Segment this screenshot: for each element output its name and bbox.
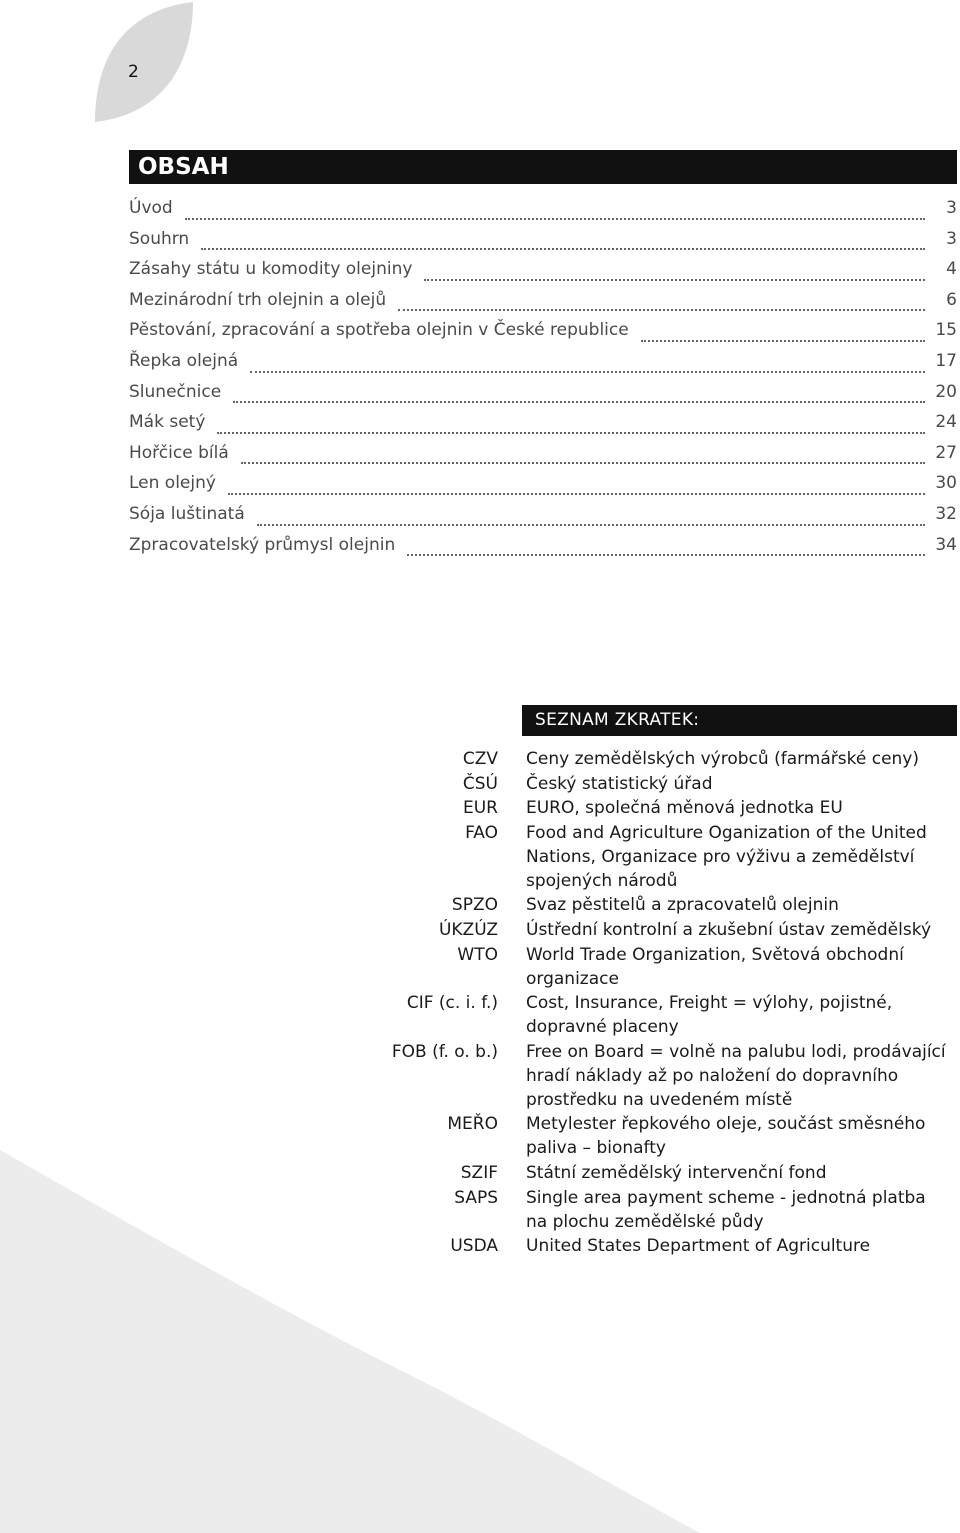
abbreviation-definition: Český statistický úřad <box>526 773 713 794</box>
toc-dot-leader <box>217 431 925 434</box>
abbreviation-row <box>300 1112 960 1160</box>
toc-entry-title: Mezinárodní trh olejnin a olejů <box>129 289 387 310</box>
toc-dot-leader <box>398 308 925 311</box>
toc-dot-leader <box>185 217 925 220</box>
abbreviation-code: CZV <box>462 749 498 769</box>
toc-entry-page: 3 <box>946 198 957 218</box>
toc-entry[interactable] <box>129 320 957 351</box>
toc-dot-leader <box>250 370 925 373</box>
toc-entry-title: Zpracovatelský průmysl olejnin <box>129 534 396 555</box>
abbreviation-row <box>300 821 960 893</box>
toc-entry-page: 17 <box>935 350 957 371</box>
toc-entry[interactable] <box>129 259 957 290</box>
toc-dot-leader <box>233 400 925 403</box>
abbreviation-code: FAO <box>465 822 498 843</box>
abbreviation-row <box>300 1040 960 1112</box>
toc-entry-title: Sója luštinatá <box>129 503 245 524</box>
abbreviation-code: WTO <box>457 944 498 965</box>
abbreviation-definition: Svaz pěstitelů a zpracovatelů olejnin <box>526 895 839 916</box>
abbreviation-definition: Státní zemědělský intervenční fond <box>526 1162 827 1183</box>
abbreviation-row <box>300 1186 960 1234</box>
abbreviation-row <box>300 772 960 796</box>
toc-entry-page: 34 <box>935 534 957 555</box>
page-number: 2 <box>128 62 139 82</box>
toc-entry[interactable] <box>129 229 957 260</box>
toc-entry-page: 6 <box>946 289 957 310</box>
abbreviations-list <box>300 747 960 1259</box>
toc-heading: OBSAH <box>129 150 957 184</box>
abbreviation-code: SZIF <box>460 1162 498 1183</box>
toc-entry-title: Len olejný <box>129 473 216 494</box>
toc-entry-page: 15 <box>935 320 957 341</box>
toc-entry-page: 27 <box>935 442 957 463</box>
toc-dot-leader <box>641 339 925 342</box>
abbreviation-definition: Single area payment scheme - jednotná platba na plochu zemědělské půdy <box>526 1187 926 1232</box>
toc-dot-leader <box>407 553 925 556</box>
toc-entry-page: 4 <box>946 259 957 280</box>
abbreviation-code: EUR <box>463 798 498 819</box>
abbreviations-heading: SEZNAM ZKRATEK: <box>522 705 957 736</box>
toc-entry-page: 24 <box>935 412 957 433</box>
abbreviation-row <box>300 1161 960 1185</box>
toc-entry[interactable] <box>129 443 957 474</box>
toc-entry[interactable] <box>129 351 957 382</box>
toc-dot-leader <box>241 461 925 464</box>
toc-entry-title: Řepka olejná <box>129 350 239 371</box>
abbreviation-definition: Food and Agriculture Oganization of the United Nations, Organizace pro výživu a zemědělství spojených národů <box>526 822 927 891</box>
abbreviation-code: ÚKZÚZ <box>438 919 498 940</box>
abbreviation-code: CIF (c. i. f.) <box>406 993 498 1014</box>
toc-entry-page: 20 <box>935 381 957 402</box>
abbreviation-row <box>300 943 960 991</box>
toc-entry-title: Pěstování, zpracování a spotřeba olejnin v České republice <box>129 320 629 341</box>
abbreviation-code: SAPS <box>454 1187 498 1208</box>
toc-entry[interactable] <box>129 290 957 321</box>
toc-dot-leader <box>424 278 925 281</box>
abbreviation-code: ČSÚ <box>462 773 498 794</box>
toc-entry-title: Zásahy státu u komodity olejniny <box>129 259 413 280</box>
toc-dot-leader <box>228 492 925 495</box>
toc-entry[interactable] <box>129 198 957 229</box>
toc-list <box>129 198 957 565</box>
toc-entry[interactable] <box>129 473 957 504</box>
abbreviation-definition: Metylester řepkového oleje, součást směsného paliva – bionafty <box>526 1114 926 1159</box>
abbreviation-row <box>300 796 960 820</box>
toc-entry-title: Mák setý <box>129 412 206 433</box>
leaf-decoration <box>95 2 193 122</box>
toc-entry[interactable] <box>129 535 957 566</box>
abbreviation-definition: Cost, Insurance, Freight = výlohy, pojistné, dopravné placeny <box>526 993 893 1038</box>
abbreviation-row <box>300 918 960 942</box>
abbreviation-code: USDA <box>450 1236 498 1257</box>
toc-entry-page: 3 <box>946 228 957 249</box>
abbreviation-definition: Free on Board = volně na palubu lodi, prodávající hradí náklady až po naložení do dopravního prostředku na uvedeném místě <box>526 1041 946 1110</box>
abbreviation-row <box>300 1234 960 1258</box>
abbreviation-code: SPZO <box>451 895 498 916</box>
toc-entry[interactable] <box>129 504 957 535</box>
abbreviation-definition: Ceny zemědělských výrobců (farmářské ceny) <box>526 749 920 769</box>
toc-entry-page: 32 <box>935 503 957 524</box>
abbreviation-row <box>300 747 960 771</box>
toc-entry-title: Souhrn <box>129 228 190 249</box>
toc-entry-title: Úvod <box>129 198 173 218</box>
abbreviation-code: MEŘO <box>447 1114 498 1135</box>
toc-entry[interactable] <box>129 382 957 413</box>
toc-entry-title: Slunečnice <box>129 381 222 402</box>
abbreviation-definition: Ústřední kontrolní a zkušební ústav zemědělský <box>526 919 932 940</box>
toc-dot-leader <box>201 247 925 250</box>
abbreviation-row <box>300 991 960 1039</box>
toc-entry-page: 30 <box>935 473 957 494</box>
abbreviation-code: FOB (f. o. b.) <box>391 1041 498 1062</box>
toc-entry-title: Hořčice bílá <box>129 442 229 463</box>
abbreviation-definition: United States Department of Agriculture <box>526 1236 871 1257</box>
abbreviation-row <box>300 893 960 917</box>
toc-entry[interactable] <box>129 412 957 443</box>
toc-dot-leader <box>257 523 925 526</box>
abbreviation-definition: World Trade Organization, Světová obchodní organizace <box>526 944 904 989</box>
abbreviation-definition: EURO, společná měnová jednotka EU <box>526 798 843 819</box>
